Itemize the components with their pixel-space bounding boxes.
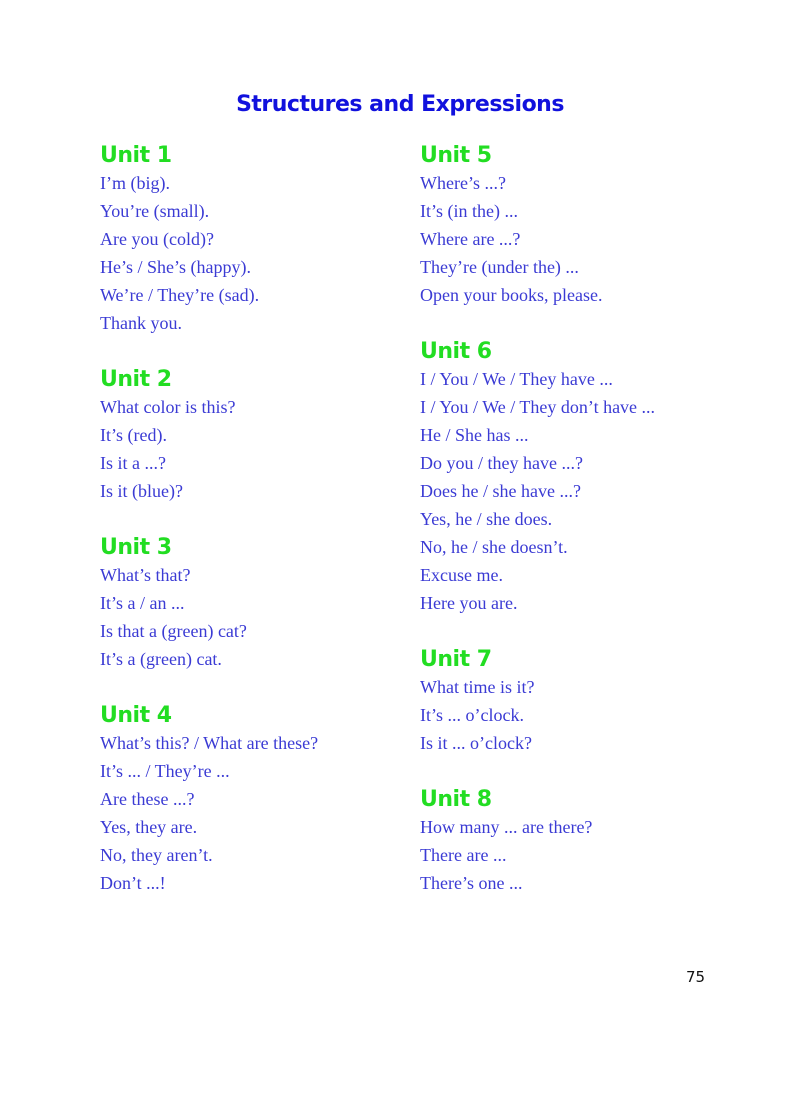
unit-section [420,337,740,617]
unit-section [420,785,740,897]
expression-line: It’s a (green) cat. [100,649,222,669]
unit-heading: Unit 5 [420,143,492,168]
expression-line: Don’t ...! [100,873,166,893]
expression-line: Where’s ...? [420,173,506,193]
expression-line: He / She has ... [420,425,529,445]
unit-section [100,701,420,897]
expression-line: Is that a (green) cat? [100,621,247,641]
expression-line: Is it ... o’clock? [420,733,532,753]
expression-line: Is it (blue)? [100,481,183,501]
expression-line: Where are ...? [420,229,521,249]
left-column [100,141,420,925]
expression-line: Excuse me. [420,565,503,585]
expression-line: It’s ... o’clock. [420,705,524,725]
expression-line: Does he / she have ...? [420,481,581,501]
expression-line: Do you / they have ...? [420,453,583,473]
page-number: 75 [686,968,706,986]
expression-line: Here you are. [420,593,518,613]
expression-line: It’s ... / They’re ... [100,761,230,781]
unit-section [100,141,420,337]
expression-line: There’s one ... [420,873,523,893]
expression-line: Yes, he / she does. [420,509,553,529]
expression-line: It’s (in the) ... [420,201,518,221]
expression-line: What time is it? [420,677,535,697]
expression-line: No, they aren’t. [100,845,213,865]
expression-line: They’re (under the) ... [420,257,579,277]
unit-section [100,533,420,673]
expression-line: It’s a / an ... [100,593,185,613]
expression-line: What’s this? / What are these? [100,733,319,753]
expression-line: We’re / They’re (sad). [100,285,260,305]
right-column [420,141,740,925]
expression-line: I’m (big). [100,173,170,193]
unit-heading: Unit 4 [100,703,172,728]
expression-line: I / You / We / They have ... [420,369,613,389]
expression-line: He’s / She’s (happy). [100,257,251,277]
expression-line: Are you (cold)? [100,229,214,249]
unit-heading: Unit 8 [420,787,492,812]
expression-line: Is it a ...? [100,453,166,473]
expression-line: It’s (red). [100,425,167,445]
unit-section [420,645,740,757]
unit-section [100,365,420,505]
page-title: Structures and Expressions [236,92,564,117]
expression-line: What color is this? [100,397,236,417]
unit-heading: Unit 2 [100,367,172,392]
expression-line: Open your books, please. [420,285,603,305]
unit-heading: Unit 1 [100,143,172,168]
expression-line: Are these ...? [100,789,195,809]
expression-line: What’s that? [100,565,191,585]
expression-line: Yes, they are. [100,817,198,837]
expression-line: You’re (small). [100,201,210,221]
expression-line: Thank you. [100,313,182,333]
unit-heading: Unit 3 [100,535,172,560]
unit-heading: Unit 6 [420,339,492,364]
expression-line: No, he / she doesn’t. [420,537,568,557]
expression-line: There are ... [420,845,507,865]
expression-line: How many ... are there? [420,817,593,837]
expression-line: I / You / We / They don’t have ... [420,397,656,417]
unit-section [420,141,740,309]
unit-heading: Unit 7 [420,647,492,672]
